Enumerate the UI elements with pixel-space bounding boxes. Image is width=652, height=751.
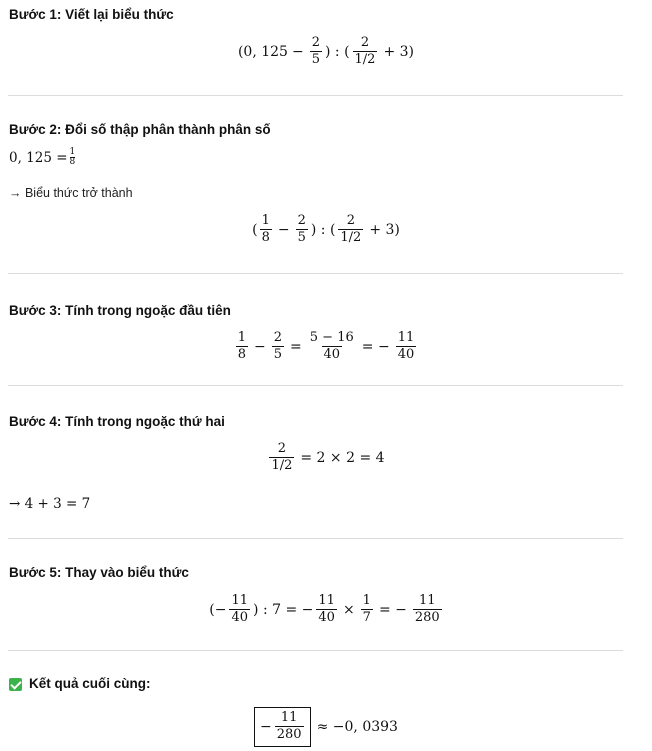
fraction [296, 214, 308, 246]
minus-sign: − [254, 338, 266, 355]
expr-text: ) : ( [310, 221, 336, 238]
fraction [361, 594, 373, 626]
step1-expression [0, 36, 652, 68]
denominator: 5 [297, 230, 306, 246]
numerator: 1 [69, 147, 76, 157]
numerator: 11 [231, 593, 249, 608]
fraction [308, 331, 356, 363]
expr-text: ) : 7 = − [253, 601, 314, 618]
step2-expression [0, 214, 652, 246]
expr-text: ( [252, 221, 258, 238]
divider [8, 385, 623, 386]
divider [8, 650, 623, 651]
check-mark-icon [9, 678, 22, 691]
denominator: 1/2 [340, 230, 362, 246]
numerator: 1 [362, 593, 371, 608]
numerator: 2 [360, 35, 370, 50]
final-title: Kết quả cuối cùng: [29, 676, 151, 691]
boxed-answer [254, 707, 311, 747]
decimal-conversion [9, 148, 75, 167]
step5-expression [0, 594, 652, 626]
denominator: 40 [397, 347, 415, 363]
fraction [413, 594, 442, 626]
fraction [272, 331, 284, 363]
step1-title: Bước 1: Viết lại biểu thức [9, 7, 174, 22]
denominator: 7 [362, 610, 371, 626]
numerator: 2 [346, 213, 355, 228]
transition-text: → Biểu thức trở thành [9, 186, 133, 200]
decimal-text: 0, 125 = [9, 149, 68, 166]
fraction [396, 331, 417, 363]
times-sign: × [342, 601, 355, 618]
step4-expression [0, 442, 652, 474]
denominator: 5 [311, 52, 320, 68]
numerator: 2 [273, 330, 283, 345]
fraction [236, 331, 248, 363]
denominator: 5 [273, 347, 283, 363]
divider [8, 273, 623, 274]
denominator: 1/2 [271, 458, 293, 474]
denominator: 280 [276, 727, 302, 743]
expr-text: (− [209, 601, 227, 618]
denominator: 8 [261, 230, 270, 246]
fraction [353, 36, 378, 68]
fraction [310, 36, 322, 68]
fraction [338, 214, 363, 246]
numerator: 11 [419, 593, 436, 608]
divider [8, 95, 623, 96]
step2-title: Bước 2: Đổi số thập phân thành phân số [9, 122, 271, 137]
expr-text: + 3) [369, 221, 400, 238]
divider [8, 538, 623, 539]
step4-result: → 4 + 3 = 7 [9, 496, 91, 512]
approx-value: ≈ −0, 0393 [316, 718, 398, 735]
final-title-row [9, 676, 151, 691]
expr-text: = 2 × 2 = 4 [300, 449, 385, 466]
numerator: 11 [397, 330, 415, 345]
denominator: 40 [318, 610, 335, 626]
numerator: 2 [311, 35, 320, 50]
minus-sign: − [291, 43, 304, 60]
denominator: 40 [323, 347, 341, 363]
step3-title: Bước 3: Tính trong ngoặc đầu tiên [9, 303, 231, 318]
step4-title: Bước 4: Tính trong ngoặc thứ hai [9, 414, 225, 429]
final-expression [0, 707, 652, 747]
denominator: 40 [231, 610, 249, 626]
expr-text: + 3) [383, 43, 415, 60]
expr-text: (0, 125 [237, 43, 288, 60]
minus-sign: − [260, 718, 272, 735]
denominator: 1/2 [354, 52, 376, 68]
fraction [269, 442, 294, 474]
fraction [260, 214, 272, 246]
equals-sign: = − [361, 338, 390, 355]
equals-sign: = [290, 338, 302, 355]
numerator: 1 [237, 330, 247, 345]
fraction [316, 594, 337, 626]
numerator: 2 [277, 441, 287, 456]
numerator: 1 [261, 213, 270, 228]
expr-text: ) : ( [324, 43, 350, 60]
fraction [229, 594, 250, 626]
step3-expression [0, 331, 652, 363]
denominator: 8 [69, 157, 76, 167]
fraction [275, 711, 304, 743]
denominator: 8 [237, 347, 247, 363]
denominator: 280 [414, 610, 440, 626]
equals-sign: = − [378, 601, 407, 618]
numerator: 11 [318, 593, 335, 608]
minus-sign: − [277, 221, 290, 238]
numerator: 2 [297, 213, 306, 228]
numerator: 5 − 16 [309, 330, 354, 345]
step5-title: Bước 5: Thay vào biểu thức [9, 565, 189, 580]
small-fraction [70, 148, 76, 167]
numerator: 11 [280, 710, 298, 725]
